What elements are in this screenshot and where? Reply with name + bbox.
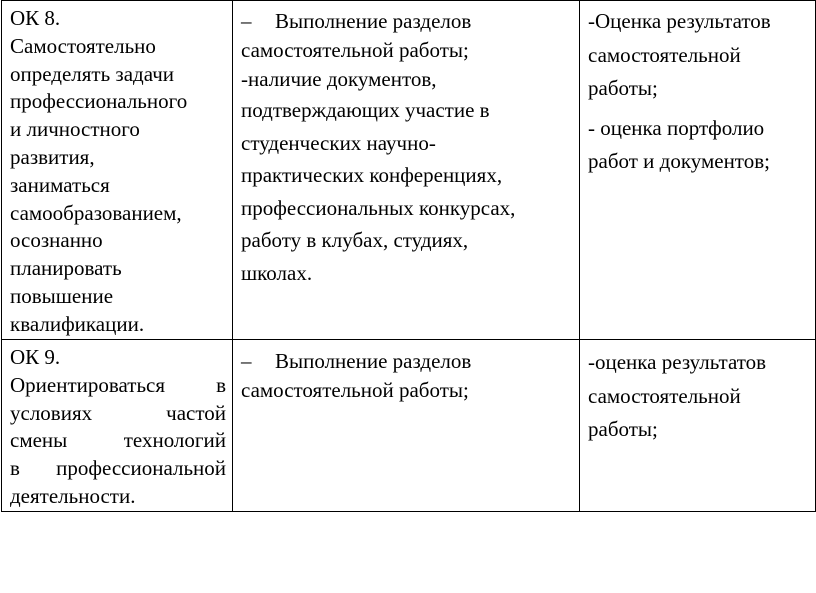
indicator-text: Выполнение разделов	[275, 9, 472, 33]
competency-line: осознанно	[10, 228, 103, 253]
indicators-text	[233, 340, 579, 405]
competency-line: и личностного	[10, 117, 140, 142]
indicators-cell	[233, 1, 580, 340]
indicator-line: подтверждающих участие в	[241, 98, 490, 122]
table-row	[2, 340, 816, 512]
dash-bullet: –	[241, 9, 252, 33]
competency-line: условиях частой	[10, 400, 226, 425]
assessment-cell	[580, 340, 816, 512]
competency-line: смены технологий	[10, 428, 226, 453]
competency-line: Ориентироваться в	[10, 372, 226, 397]
indicator-line: -наличие документов,	[241, 67, 437, 91]
assessment-line: -Оценка результатов	[588, 9, 771, 33]
assessment-line: самостоятельной	[588, 383, 741, 408]
competency-line: заниматься	[10, 172, 110, 197]
competency-line: в профессиональной	[10, 456, 226, 481]
indicator-line: студенческих научно-	[241, 130, 436, 155]
indicator-line: работу в клубах, студиях,	[241, 228, 469, 252]
competency-line: квалификации.	[10, 311, 145, 336]
competency-cell	[2, 1, 233, 340]
competency-line: повышение	[10, 283, 114, 308]
table-row	[2, 1, 816, 340]
indicator-item	[241, 7, 573, 36]
indicator-line: профессиональных конкурсах,	[241, 195, 516, 220]
competency-text	[2, 1, 232, 339]
competency-line: Самостоятельно	[10, 33, 156, 58]
competency-table	[1, 0, 816, 512]
assessment-text	[580, 1, 815, 179]
competency-line: ОК 9.	[10, 345, 61, 369]
assessment-line: -оценка результатов	[588, 350, 767, 374]
indicator-line: самостоятельной работы;	[241, 378, 469, 402]
indicator-line: практических конференциях,	[241, 163, 503, 187]
assessment-line: самостоятельной	[588, 42, 741, 67]
assessment-line: работы;	[588, 76, 658, 100]
competency-line: ОК 8.	[10, 6, 61, 30]
assessment-line: работы;	[588, 417, 658, 441]
indicators-text	[233, 1, 579, 289]
indicators-cell	[233, 340, 580, 512]
indicator-line: самостоятельной работы;	[241, 38, 469, 62]
assessment-text	[580, 340, 815, 447]
assessment-cell	[580, 1, 816, 340]
indicator-item	[241, 347, 573, 376]
assessment-line: работ и документов;	[588, 149, 770, 173]
competency-line: деятельности.	[10, 483, 136, 508]
indicator-text: Выполнение разделов	[275, 349, 472, 373]
competency-cell	[2, 340, 233, 512]
dash-bullet: –	[241, 349, 252, 373]
indicator-line: школах.	[241, 260, 313, 285]
competency-line: профессионального	[10, 89, 188, 114]
competency-text	[2, 340, 232, 511]
assessment-line: - оценка портфолио	[588, 115, 765, 140]
competency-line: развития,	[10, 144, 95, 169]
competency-line: планировать	[10, 256, 122, 281]
competency-line: самообразованием,	[10, 200, 182, 225]
competency-justified	[10, 372, 226, 511]
competency-line: определять задачи	[10, 61, 175, 86]
